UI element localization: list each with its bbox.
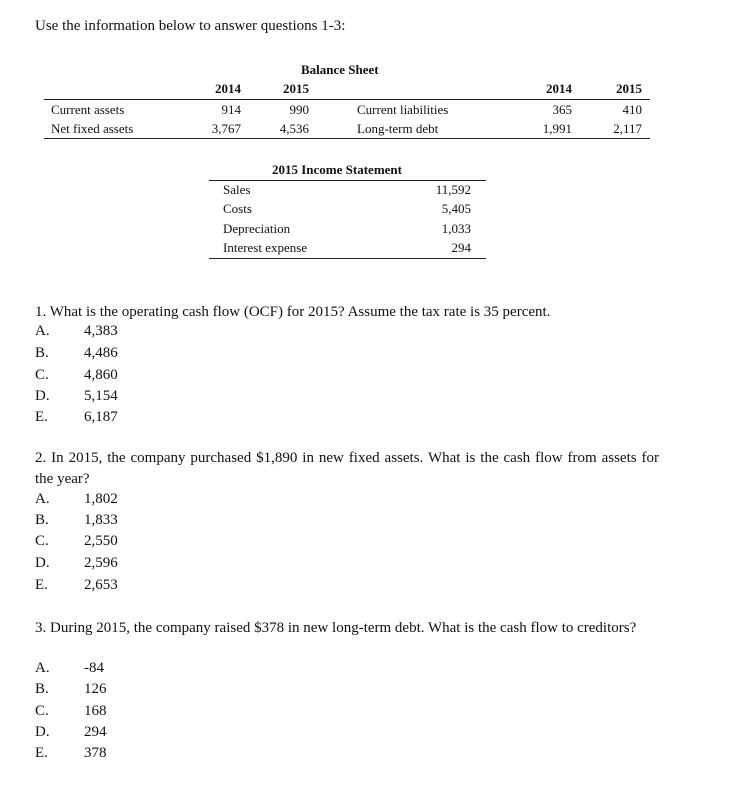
income-statement-title: 2015 Income Statement xyxy=(272,162,402,177)
income-label: Costs xyxy=(223,201,252,216)
liability-value-2014: 365 xyxy=(552,102,572,117)
intro-text: Use the information below to answer questions 1-3: xyxy=(35,18,346,34)
balance-sheet-bottom-rule xyxy=(44,138,650,139)
option-value: 4,860 xyxy=(84,367,118,383)
liab-year-2014-header: 2014 xyxy=(546,81,572,96)
option-letter: A. xyxy=(35,323,50,339)
option-value: 1,833 xyxy=(84,512,118,528)
liability-value-2015: 410 xyxy=(622,102,642,117)
option-value: 5,154 xyxy=(84,388,118,404)
income-value: 1,033 xyxy=(441,221,471,236)
income-label: Interest expense xyxy=(223,240,308,255)
option-letter: B. xyxy=(35,345,49,361)
option-letter: B. xyxy=(35,681,49,697)
income-value: 294 xyxy=(451,240,471,255)
option-value: 2,653 xyxy=(84,577,118,593)
income-statement-bottom-rule xyxy=(209,258,486,259)
option-letter: C. xyxy=(35,533,49,549)
asset-value-2014: 3,767 xyxy=(211,121,241,136)
liability-value-2015: 2,117 xyxy=(613,121,642,136)
question-text: 2. In 2015, the company purchased $1,890 in new fixed assets. What is the cash flow from assets for the year? xyxy=(35,450,659,487)
asset-value-2015: 4,536 xyxy=(279,121,309,136)
option-value: 378 xyxy=(84,745,107,761)
option-value: 168 xyxy=(84,703,107,719)
balance-sheet-header-rule xyxy=(44,99,650,100)
option-value: -84 xyxy=(84,660,104,676)
liability-label: Long-term debt xyxy=(357,121,439,136)
question-text: 3. During 2015, the company raised $378 in new long-term debt. What is the cash flow to creditors? xyxy=(35,620,637,636)
income-label: Depreciation xyxy=(223,221,291,236)
asset-label: Current assets xyxy=(51,102,125,117)
liab-year-2015-header: 2015 xyxy=(616,81,642,96)
option-letter: A. xyxy=(35,660,50,676)
option-letter: C. xyxy=(35,703,49,719)
option-value: 1,802 xyxy=(84,491,118,507)
option-letter: D. xyxy=(35,388,50,404)
option-letter: D. xyxy=(35,555,50,571)
option-letter: B. xyxy=(35,512,49,528)
liability-label: Current liabilities xyxy=(357,102,449,117)
option-value: 2,596 xyxy=(84,555,118,571)
option-value: 2,550 xyxy=(84,533,118,549)
option-value: 4,383 xyxy=(84,323,118,339)
option-value: 6,187 xyxy=(84,409,118,425)
option-value: 126 xyxy=(84,681,107,697)
asset-value-2014: 914 xyxy=(221,102,241,117)
assets-year-2015-header: 2015 xyxy=(283,81,309,96)
income-statement-top-rule xyxy=(209,180,486,181)
income-value: 5,405 xyxy=(441,201,471,216)
income-label: Sales xyxy=(223,182,251,197)
option-letter: C. xyxy=(35,367,49,383)
option-letter: A. xyxy=(35,491,50,507)
asset-value-2015: 990 xyxy=(289,102,309,117)
option-value: 294 xyxy=(84,724,107,740)
asset-label: Net fixed assets xyxy=(51,121,134,136)
option-letter: D. xyxy=(35,724,50,740)
option-letter: E. xyxy=(35,577,48,593)
balance-sheet-title: Balance Sheet xyxy=(301,62,379,77)
income-value: 11,592 xyxy=(435,182,471,197)
option-letter: E. xyxy=(35,745,48,761)
liability-value-2014: 1,991 xyxy=(542,121,572,136)
option-letter: E. xyxy=(35,409,48,425)
question-text: 1. What is the operating cash flow (OCF) for 2015? Assume the tax rate is 35 percent. xyxy=(35,304,551,320)
assets-year-2014-header: 2014 xyxy=(215,81,241,96)
option-value: 4,486 xyxy=(84,345,118,361)
